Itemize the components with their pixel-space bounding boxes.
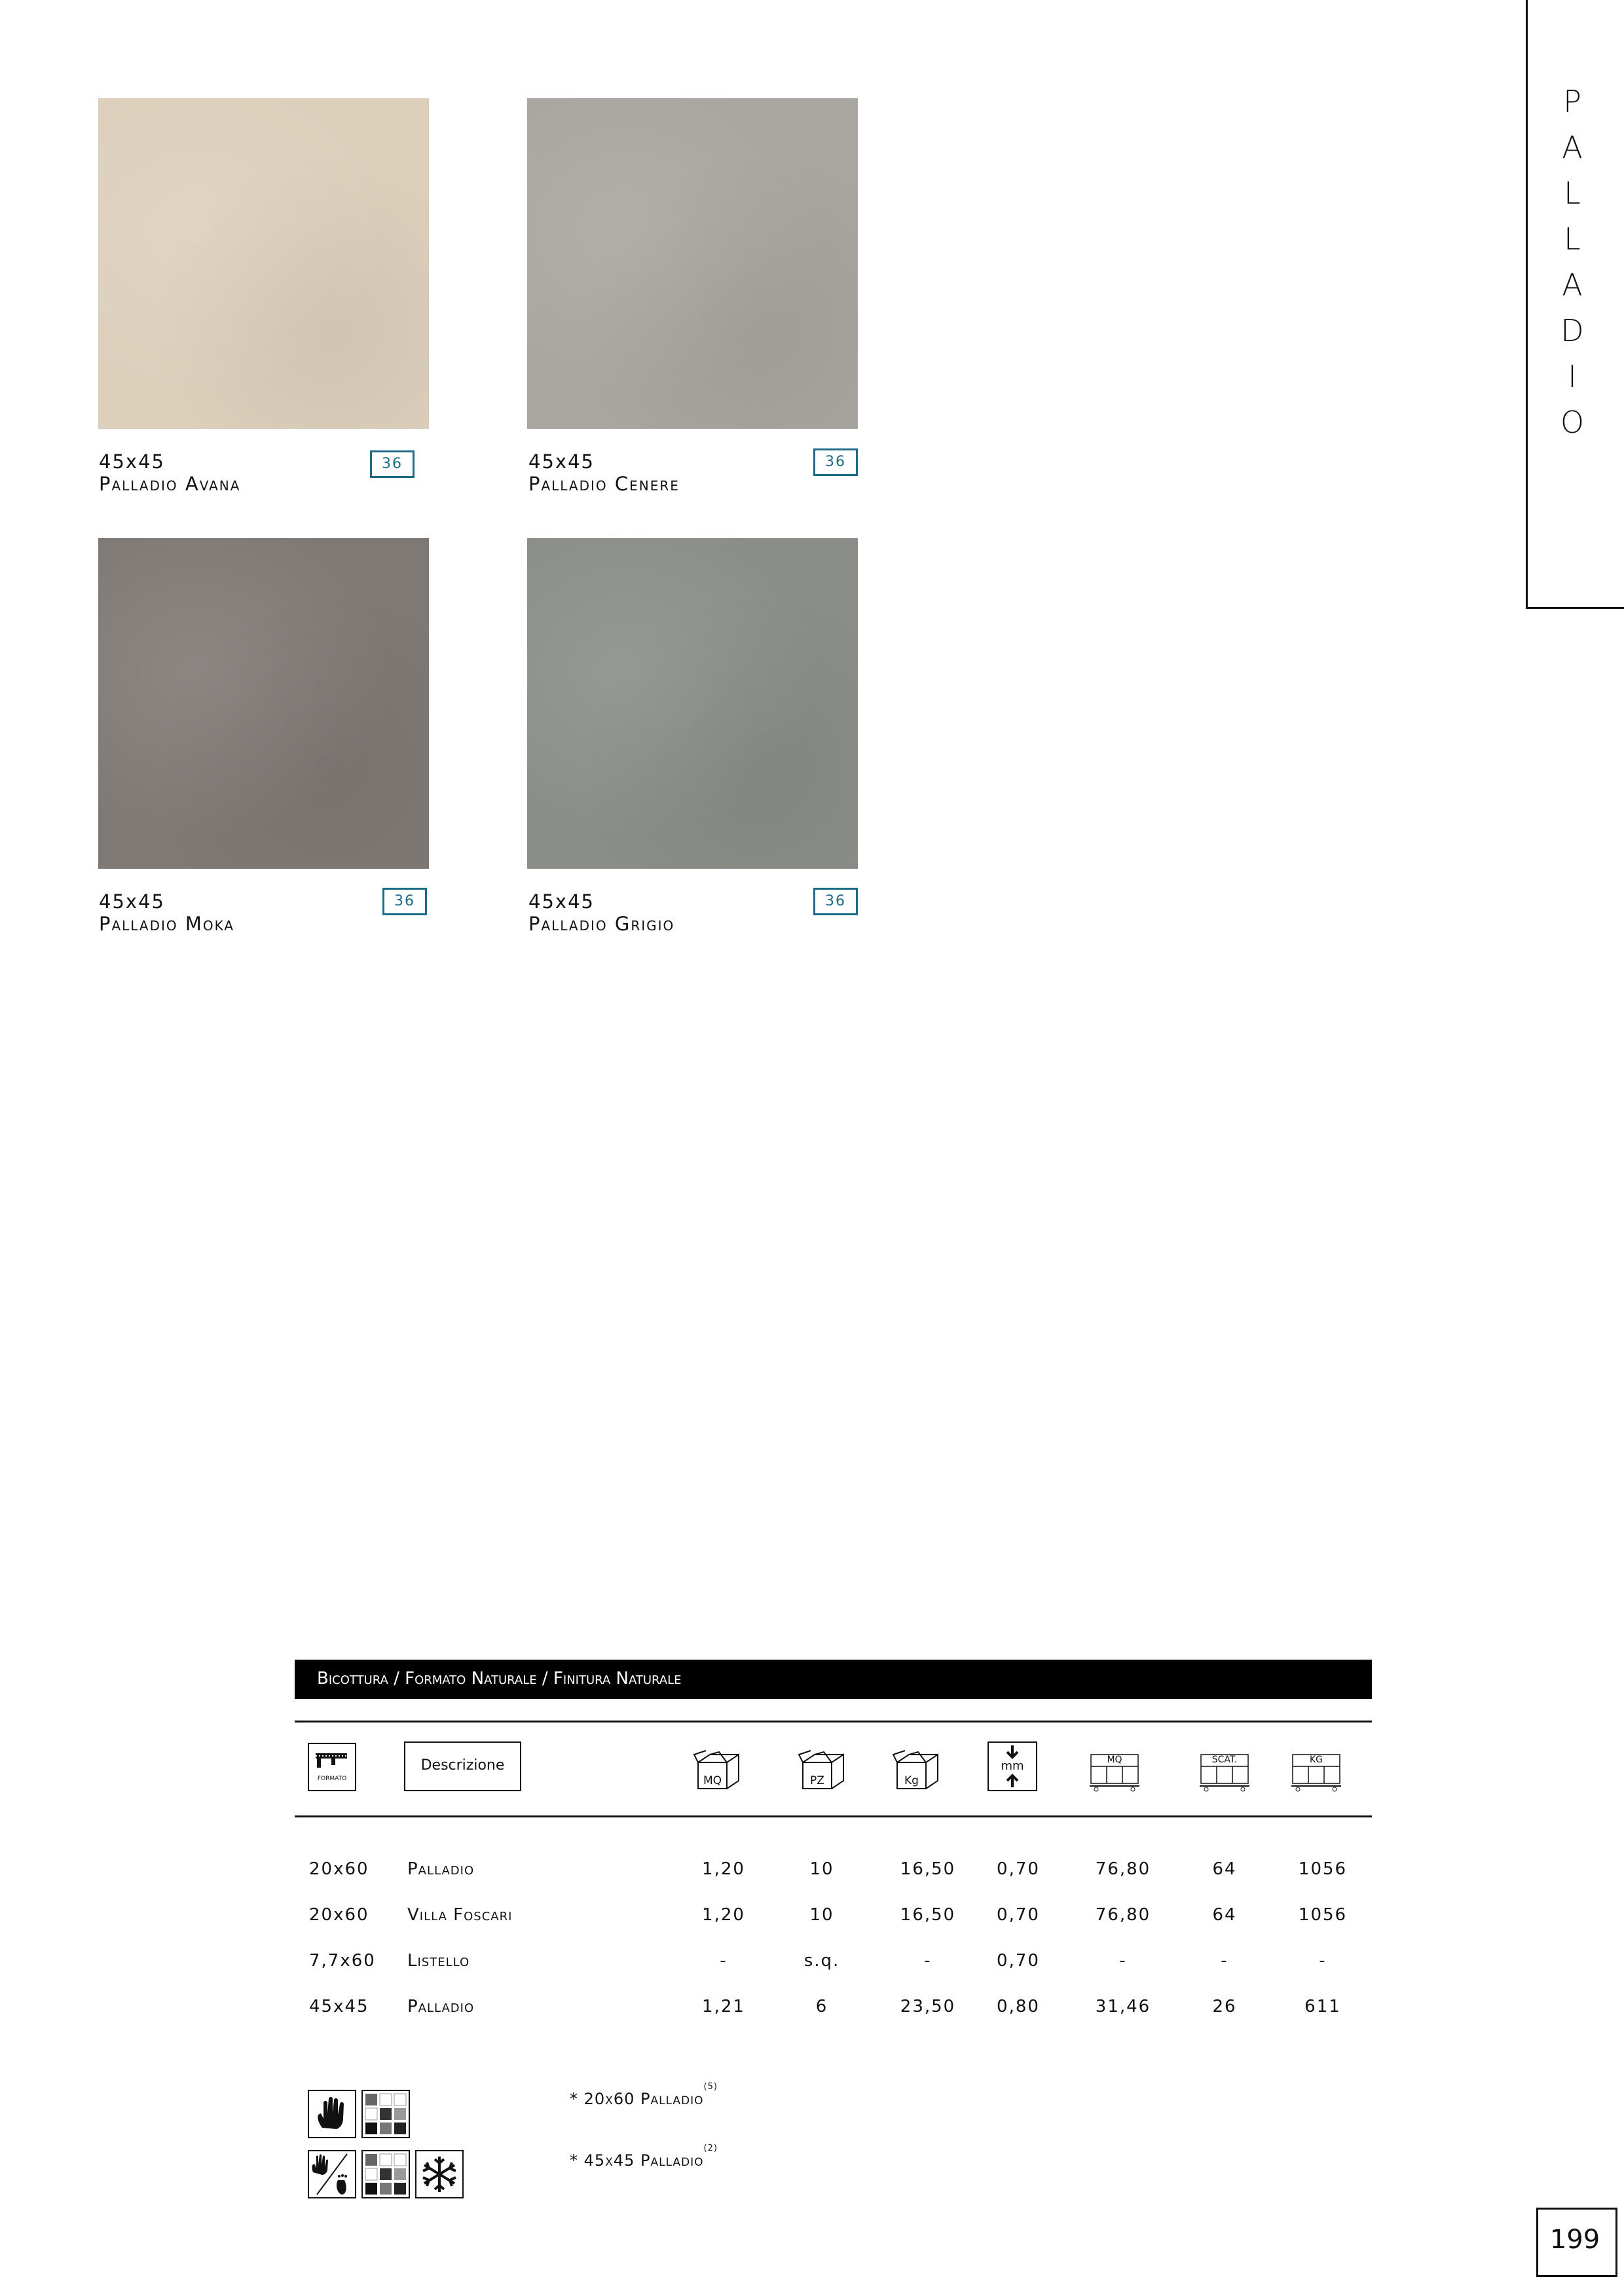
table-header-rule bbox=[295, 1815, 1372, 1817]
cell-pz: 10 bbox=[809, 1905, 834, 1925]
formato-label: FORMATO bbox=[317, 1776, 347, 1782]
cell-formato: 20x60 bbox=[309, 1905, 369, 1925]
descrizione-header bbox=[404, 1741, 521, 1791]
table-top-rule bbox=[295, 1721, 1372, 1722]
brand-letter: P bbox=[1563, 84, 1581, 119]
tile-swatch-cenere bbox=[527, 98, 858, 429]
formato-caliper-icon bbox=[308, 1743, 356, 1791]
tile-name: Palladio Avana bbox=[99, 473, 241, 495]
tile-caption bbox=[99, 450, 240, 495]
tile-size: 45x45 bbox=[528, 890, 595, 913]
cell-pz: 6 bbox=[815, 1997, 828, 2016]
page-number: 199 bbox=[1549, 2225, 1600, 2255]
cell-scat: 64 bbox=[1212, 1905, 1237, 1925]
hand-foot-icon bbox=[308, 2150, 356, 2198]
box-mq-icon bbox=[693, 1749, 743, 1794]
cell-kg-pallet: - bbox=[1319, 1951, 1327, 1971]
thickness-label: mm bbox=[1001, 1759, 1024, 1773]
note-sup: (2) bbox=[703, 2143, 718, 2153]
pack-count-badge: 36 bbox=[813, 448, 858, 476]
cell-mq: 1,21 bbox=[702, 1997, 745, 2016]
box-kg-label: Kg bbox=[904, 1774, 919, 1787]
pallet-scat-label: SCAT. bbox=[1211, 1755, 1238, 1765]
tile-caption bbox=[528, 890, 674, 935]
cell-formato: 7,7x60 bbox=[309, 1951, 376, 1971]
packaging-note bbox=[570, 2082, 718, 2108]
brand-letter: I bbox=[1568, 359, 1577, 394]
tile-caption bbox=[528, 450, 680, 495]
pallet-scat-icon bbox=[1200, 1753, 1249, 1793]
box-pz-label: PZ bbox=[810, 1774, 824, 1787]
cell-kg-pallet: 1056 bbox=[1298, 1905, 1348, 1925]
box-kg-icon bbox=[892, 1749, 942, 1794]
cell-mm: 0,80 bbox=[997, 1997, 1040, 2016]
tile-name: Palladio Grigio bbox=[528, 913, 675, 935]
cell-kg-pallet: 1056 bbox=[1298, 1859, 1348, 1879]
cell-mq: - bbox=[720, 1951, 728, 1971]
pack-count-badge: 36 bbox=[382, 888, 427, 915]
cell-kg: 16,50 bbox=[900, 1905, 956, 1925]
cell-mm: 0,70 bbox=[997, 1905, 1040, 1925]
note-text: * 20x60 Palladio bbox=[570, 2090, 704, 2108]
pallet-kg-label: KG bbox=[1309, 1755, 1323, 1765]
cell-mq-pallet: 76,80 bbox=[1095, 1905, 1151, 1925]
cell-mm: 0,70 bbox=[997, 1951, 1040, 1971]
table-title-bar bbox=[295, 1660, 1372, 1699]
shade-variation-icon bbox=[361, 2090, 410, 2138]
box-pz-icon bbox=[798, 1749, 847, 1794]
brand-letter: L bbox=[1564, 175, 1581, 211]
cell-mq-pallet: 76,80 bbox=[1095, 1859, 1151, 1879]
tile-caption bbox=[99, 890, 234, 935]
pallet-mq-label: MQ bbox=[1107, 1755, 1122, 1765]
note-text: * 45x45 Palladio bbox=[570, 2151, 704, 2170]
tile-size: 45x45 bbox=[528, 450, 595, 473]
cell-scat: - bbox=[1221, 1951, 1228, 1971]
tile-swatch-avana bbox=[98, 98, 429, 429]
table-title: Bicottura / Formato Naturale / Finitura Naturale bbox=[317, 1669, 682, 1688]
pack-count-badge: 36 bbox=[813, 888, 858, 915]
cell-descrizione: Palladio bbox=[407, 1997, 475, 2016]
brand-letter: D bbox=[1560, 313, 1584, 348]
cell-scat: 64 bbox=[1212, 1859, 1237, 1879]
cell-mq: 1,20 bbox=[702, 1905, 745, 1925]
cell-mq-pallet: 31,46 bbox=[1095, 1997, 1151, 2016]
frost-resistant-icon bbox=[415, 2150, 464, 2198]
cell-formato: 45x45 bbox=[309, 1997, 369, 2016]
cell-pz: 10 bbox=[809, 1859, 834, 1879]
brand-letter: L bbox=[1564, 221, 1581, 257]
cell-pz: s.q. bbox=[803, 1951, 840, 1971]
cell-mm: 0,70 bbox=[997, 1859, 1040, 1879]
thickness-icon bbox=[987, 1741, 1037, 1791]
pallet-kg-icon bbox=[1291, 1753, 1341, 1793]
cell-kg-pallet: 611 bbox=[1304, 1997, 1341, 2016]
packaging-note bbox=[570, 2143, 718, 2170]
cell-kg: 23,50 bbox=[900, 1997, 956, 2016]
tile-size: 45x45 bbox=[99, 890, 165, 913]
cell-formato: 20x60 bbox=[309, 1859, 369, 1879]
tile-swatch-moka bbox=[98, 538, 429, 869]
tile-name: Palladio Moka bbox=[99, 913, 235, 935]
box-mq-label: MQ bbox=[703, 1774, 722, 1787]
brand-letter: A bbox=[1562, 267, 1583, 302]
cell-kg: - bbox=[924, 1951, 932, 1971]
note-sup: (5) bbox=[703, 2082, 718, 2092]
cell-kg: 16,50 bbox=[900, 1859, 956, 1879]
descrizione-label: Descrizione bbox=[420, 1757, 505, 1774]
cell-scat: 26 bbox=[1212, 1997, 1237, 2016]
tile-swatch-grigio bbox=[527, 538, 858, 869]
shade-variation-icon bbox=[361, 2150, 410, 2198]
cell-mq-pallet: - bbox=[1119, 1951, 1127, 1971]
pack-count-badge: 36 bbox=[370, 450, 415, 478]
brand-letter: O bbox=[1560, 405, 1585, 440]
brand-letter: A bbox=[1562, 130, 1583, 165]
cell-descrizione: Palladio bbox=[407, 1859, 475, 1879]
tile-size: 45x45 bbox=[99, 450, 165, 473]
hand-icon bbox=[308, 2090, 356, 2138]
cell-descrizione: Villa Foscari bbox=[407, 1905, 513, 1925]
pallet-mq-icon bbox=[1090, 1753, 1139, 1793]
tile-name: Palladio Cenere bbox=[528, 473, 680, 495]
cell-descrizione: Listello bbox=[407, 1951, 470, 1971]
cell-mq: 1,20 bbox=[702, 1859, 745, 1879]
